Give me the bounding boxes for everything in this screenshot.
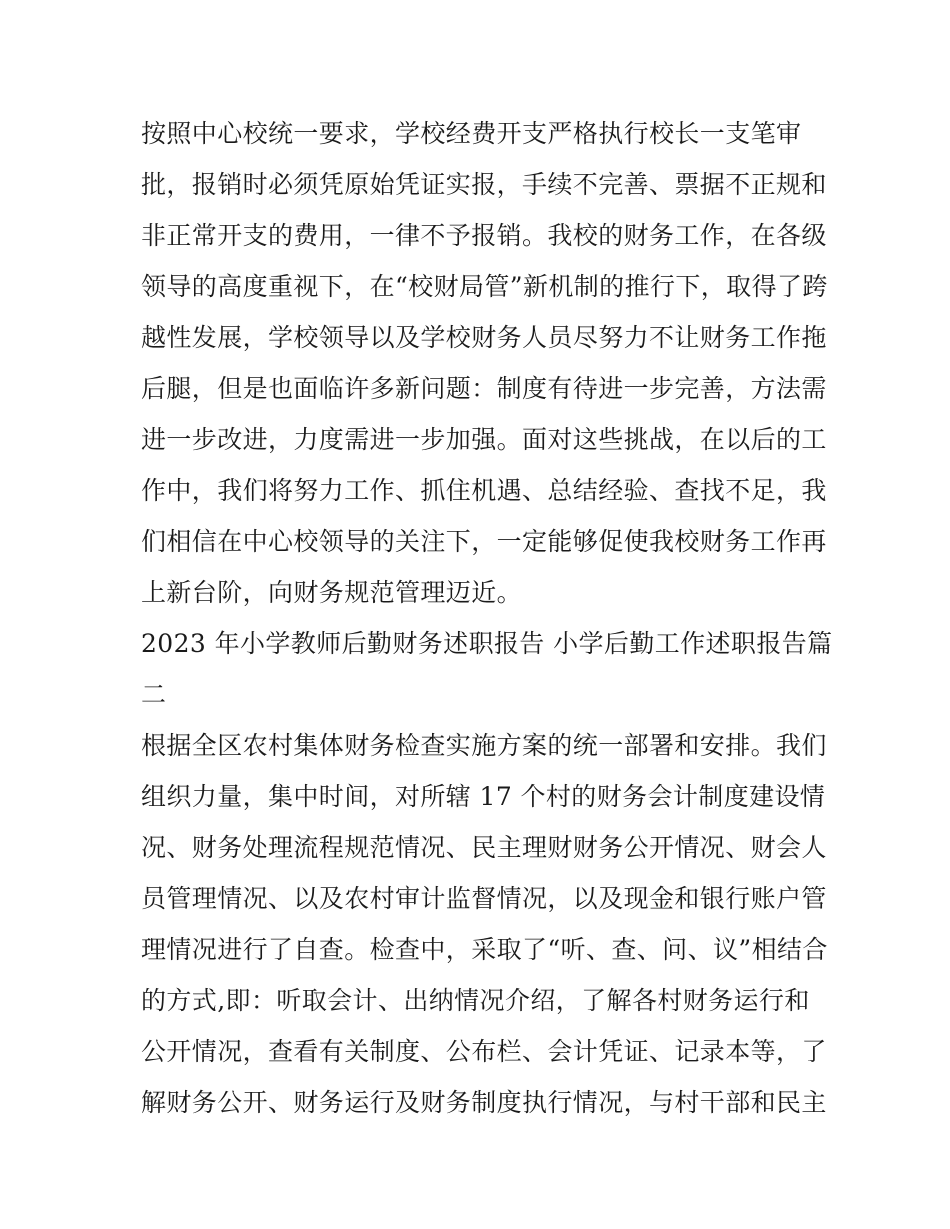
paragraph-2 (141, 720, 828, 1128)
text-line: 的方式,即：听取会计、出纳情况介绍，了解各村财务运行和 (141, 986, 810, 1015)
text-line: 理情况进行了自查。检查中，采取了“听、查、问、议”相结合 (141, 935, 828, 964)
section-heading (141, 618, 833, 720)
text-line: 组织力量，集中时间，对所辖 17 个村的财务会计制度建设情 (141, 782, 826, 811)
text-line: 非正常开支的费用，一律不予报销。我校的财务工作，在各级 (141, 221, 827, 250)
text-line: 批，报销时必须凭原始凭证实报，手续不完善、票据不正规和 (141, 170, 827, 199)
text-line: 况、财务处理流程规范情况、民主理财财务公开情况、财会人 (141, 833, 827, 862)
text-line: 越性发展，学校领导以及学校财务人员尽努力不让财务工作拖 (141, 323, 827, 352)
text-line: 作中，我们将努力工作、抓住机遇、总结经验、查找不足，我 (141, 476, 827, 505)
text-line: 按照中心校统一要求，学校经费开支严格执行校长一支笔审 (141, 119, 802, 148)
text-line: 解财务公开、财务运行及财务制度执行情况，与村干部和民主 (141, 1088, 827, 1117)
text-line: 员管理情况、以及农村审计监督情况，以及现金和银行账户管 (141, 884, 827, 913)
heading-line: 2023 年小学教师后勤财务述职报告 小学后勤工作述职报告篇 (141, 629, 833, 658)
document-body (141, 108, 833, 1128)
text-line: 公开情况，查看有关制度、公布栏、会计凭证、记录本等，了 (141, 1037, 827, 1066)
text-line: 们相信在中心校领导的关注下，一定能够促使我校财务工作再 (141, 527, 827, 556)
text-line: 上新台阶，向财务规范管理迈近。 (141, 578, 523, 607)
text-line: 根据全区农村集体财务检查实施方案的统一部署和安排。我们 (141, 731, 827, 760)
text-line: 进一步改进，力度需进一步加强。面对这些挑战，在以后的工 (141, 425, 827, 454)
heading-line: 二 (141, 680, 167, 709)
text-line: 后腿，但是也面临许多新问题：制度有待进一步完善，方法需 (141, 374, 827, 403)
text-line: 领导的高度重视下，在“校财局管”新机制的推行下，取得了跨 (141, 272, 828, 301)
paragraph-1 (141, 108, 828, 618)
